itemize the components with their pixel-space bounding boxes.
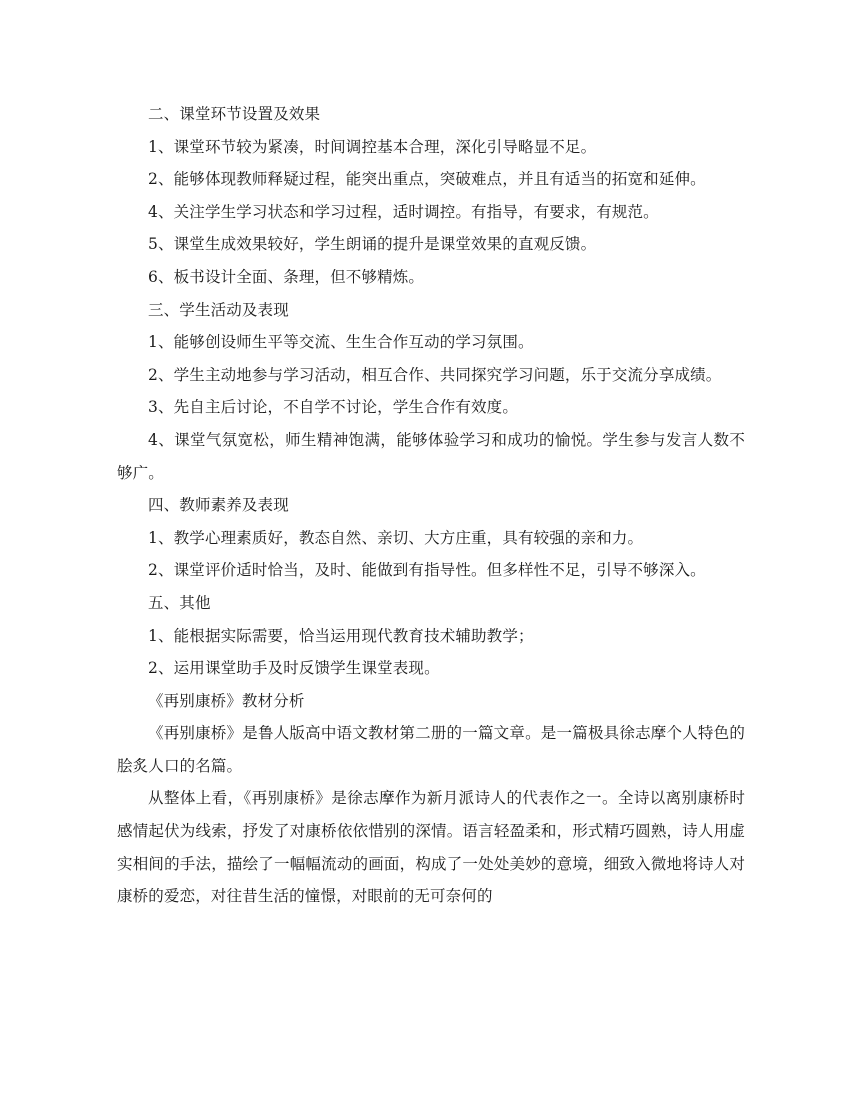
list-item: 2、课堂评价适时恰当，及时、能做到有指导性。但多样性不足，引导不够深入。 bbox=[148, 561, 706, 580]
section-heading-classroom-process: 二、课堂环节设置及效果 bbox=[148, 105, 321, 123]
list-item: 4、课堂气氛宽松，师生精神饱满，能够体验学习和成功的愉悦。学生参与发言人数不够广。 bbox=[117, 430, 745, 482]
list-item: 1、课堂环节较为紧凑，时间调控基本合理，深化引导略显不足。 bbox=[148, 137, 597, 156]
section-heading-other: 五、其他 bbox=[148, 593, 211, 612]
list-item: 1、能根据实际需要，恰当运用现代教育技术辅助教学； bbox=[148, 626, 534, 645]
document-body bbox=[117, 98, 745, 913]
body-paragraph: 《再别康桥》是鲁人版高中语文教材第二册的一篇文章。是一篇极具徐志摩个人特色的脍炙人口的名篇。 bbox=[117, 724, 745, 775]
list-item: 2、运用课堂助手及时反馈学生课堂表现。 bbox=[148, 659, 440, 678]
body-paragraph: 从整体上看，《再别康桥》是徐志摩作为新月派诗人的代表作之一。全诗以离别康桥时感情起伏为线索，抒发了对康桥依依惜别的深情。语言轻盈柔和，形式精巧圆熟，诗人用虚实相间的手法，描绘了一幅幅流动的画面，构成了一处处美妙的意境，细致入微地将诗人对康桥的爱恋，对往昔生活的憧憬，对眼前的无可奈何的 bbox=[117, 789, 745, 906]
list-item: 2、学生主动地参与学习活动，相互合作、共同探究学习问题，乐于交流分享成绩。 bbox=[148, 365, 722, 384]
list-item: 1、能够创设师生平等交流、生生合作互动的学习氛围。 bbox=[148, 333, 534, 352]
list-item: 1、教学心理素质好，教态自然、亲切、大方庄重，具有较强的亲和力。 bbox=[148, 528, 644, 547]
section-heading-student-activity: 三、学生活动及表现 bbox=[148, 300, 289, 319]
list-item: 2、能够体现教师释疑过程，能突出重点，突破难点，并且有适当的拓宽和延伸。 bbox=[148, 170, 706, 189]
list-item: 6、板书设计全面、条理，但不够精炼。 bbox=[148, 267, 425, 286]
section-heading-material-analysis: 《再别康桥》教材分析 bbox=[148, 691, 305, 710]
list-item: 5、课堂生成效果较好，学生朗诵的提升是课堂效果的直观反馈。 bbox=[148, 235, 597, 254]
list-item: 3、先自主后讨论，不自学不讨论，学生合作有效度。 bbox=[148, 398, 518, 417]
section-heading-teacher-quality: 四、教师素养及表现 bbox=[148, 496, 289, 515]
list-item: 4、关注学生学习状态和学习过程，适时调控。有指导，有要求，有规范。 bbox=[148, 202, 659, 221]
